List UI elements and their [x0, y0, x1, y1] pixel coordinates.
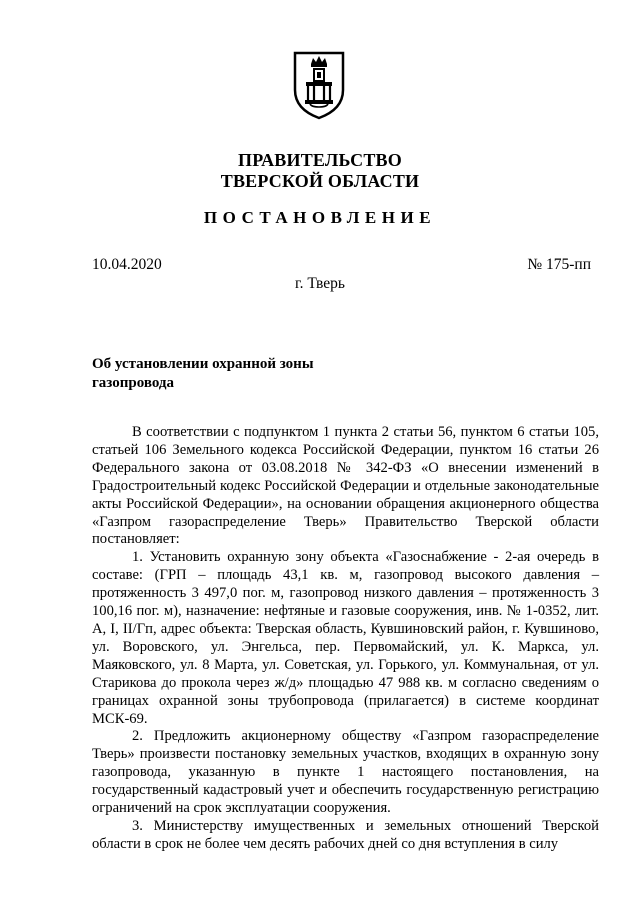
document-date: 10.04.2020 [92, 256, 162, 273]
body-paragraph-item-3: 3. Министерству имущественных и земельных отношений Тверской области в срок не более чем десять рабочих дней со дня вступления в силу [92, 817, 599, 852]
document-type-heading: ПОСТАНОВЛЕНИЕ [203, 208, 437, 227]
body-paragraph-intro: В соответствии с подпунктом 1 пункта 2 статьи 56, пунктом 6 статьи 105, статьей 106 Земельного кодекса Российской Федерации, пунктом 16 статьи 26 Федерального закона от 03.08.2018 № 342-ФЗ «О внесении изменений в Градостроительный кодекс Российской Федерации и отдельные законодательные акты Российской Федерации», на основании обращения акционерного общества «Газпром газораспределение Тверь» Правительство Тверской области постановляет: [92, 424, 599, 548]
government-title-line1: ПРАВИТЕЛЬСТВО [238, 150, 402, 170]
document-body [92, 424, 599, 854]
body-paragraph-item-2: 2. Предложить акционерному обществу «Газпром газораспределение Тверь» произвести постановку земельных участков, входящих в охранную зону газопровода, указанную в пункте 1 настоящего постановления, на государственный кадастровый учет и обеспечить государственную регистрацию ограничений на срок эксплуатации сооружения. [92, 728, 599, 817]
tver-coat-of-arms-icon [292, 50, 346, 120]
document-subject: Об установлении охранной зоны газопровода [92, 356, 314, 391]
government-title-line2: ТВЕРСКОЙ ОБЛАСТИ [220, 171, 420, 191]
body-paragraph-item-1: 1. Установить охранную зону объекта «Газоснабжение - 2-ая очередь в составе: (ГРП – площадь 43,1 кв. м, газопровод высокого давления – протяженность 3 497,0 пог. м, газопровод низкого давления – протяженность 3 100,16 пог. м), назначение: нефтяные и газовые сооружения, инв. № 1-0352, лит. А, I, II/Гп, адрес объекта: Тверская область, Кувшиновский район, г. Кувшиново, ул. Воровского, ул. Энгельса, пер. Первомайский, ул. К. Маркса, ул. Маяковского, ул. 8 Марта, ул. Советская, ул. Горького, ул. Коммунальная, от ул. Старикова до прокола через ж/д» площадью 47 988 кв. м согласно сведениям о границах охранной зоны трубопровода (прилагается) в системе координат МСК-69. [92, 549, 599, 727]
document-city: г. Тверь [295, 275, 345, 292]
document-number: № 175-пп [527, 256, 591, 273]
